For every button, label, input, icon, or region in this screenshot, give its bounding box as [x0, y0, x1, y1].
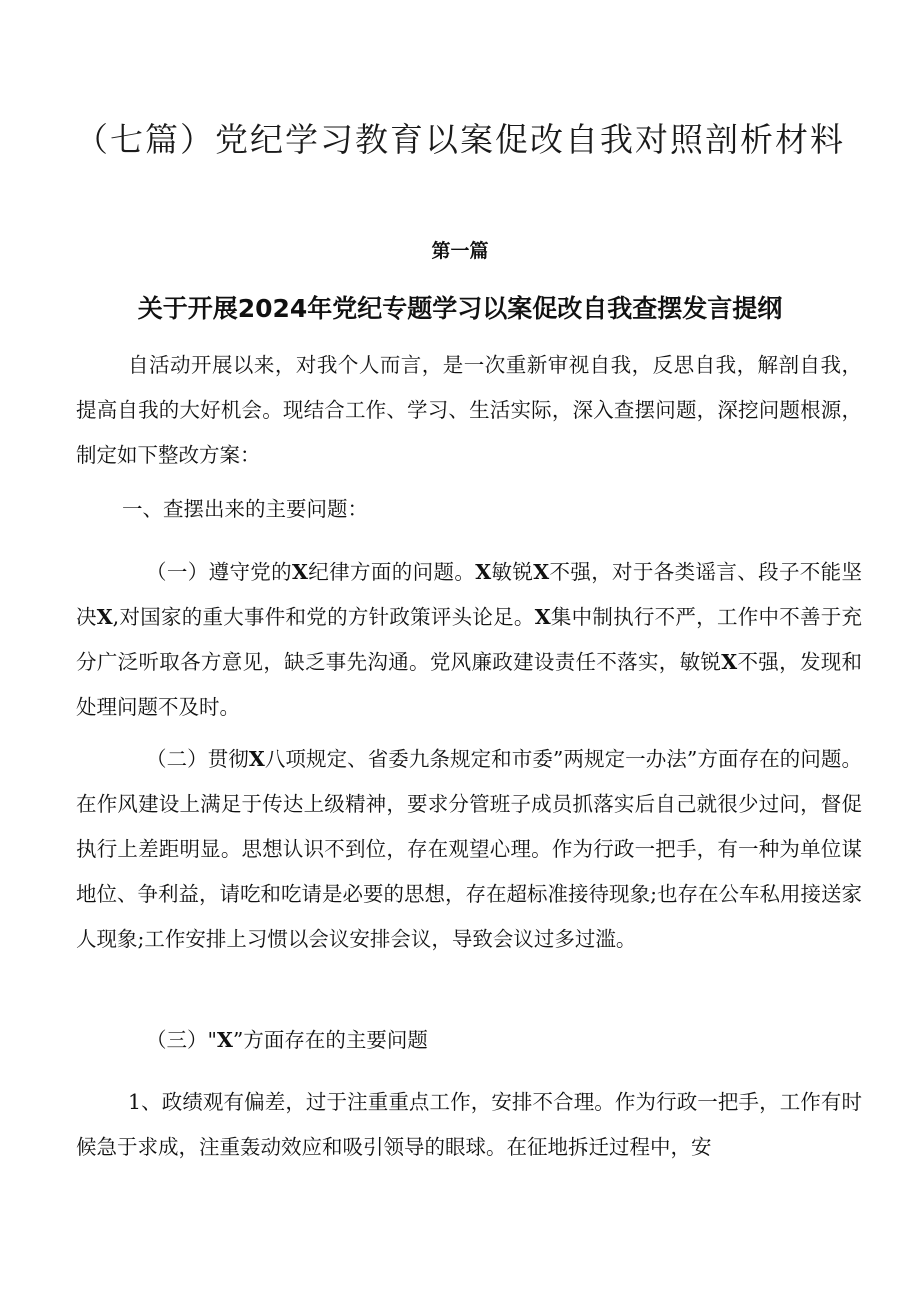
problem-item-1: （一）遵守党的X纪律方面的问题。X敏锐X不强，对于各类谣言、段子不能坚决X,对国家的重大事件和党的方针政策评头论足。X集中制执行不严，工作中不善于充分广泛听取各方意见，缺乏事先沟通。党风廉政建设责任不落实，敏锐X不强，发现和处理问题不及时。 [76, 560, 863, 719]
problem-item-3: （三）"X”方面存在的主要问题 [146, 1028, 428, 1052]
speech-title: 关于开展2024年党纪专题学习以案促改自我查摆发言提纲 [137, 294, 783, 323]
main-title: （七篇）党纪学习教育以案促改自我对照剖析材料 [75, 120, 845, 159]
intro-paragraph: 自活动开展以来，对我个人而言，是一次重新审视自我，反思自我，解剖自我，提高自我的大好机会。现结合工作、学习、生活实际，深入查摆问题，深挖问题根源，制定如下整改方案： [76, 353, 862, 467]
problem-item-2: （二）贯彻X八项规定、省委九条规定和市委”两规定一办法”方面存在的问题。在作风建设上满足于传达上级精神，要求分管班子成员抓落实后自己就很少过问，督促执行上差距明显。思想认识不到位，存在观望心理。作为行政一把手，有一种为单位谋地位、争利益，请吃和吃请是必要的思想，存在超标准接待现象;也存在公车私用接送家人现象;工作安排上习惯以会议安排会议，导致会议过多过滥。 [76, 747, 862, 951]
heading-main-problems: 一、查摆出来的主要问题： [122, 497, 368, 521]
section-title: 第一篇 [431, 240, 489, 262]
problem-point-1: 1、政绩观有偏差，过于注重重点工作，安排不合理。作为行政一把手，工作有时候急于求成，注重轰动效应和吸引领导的眼球。在征地拆迁过程中，安 [76, 1090, 862, 1159]
